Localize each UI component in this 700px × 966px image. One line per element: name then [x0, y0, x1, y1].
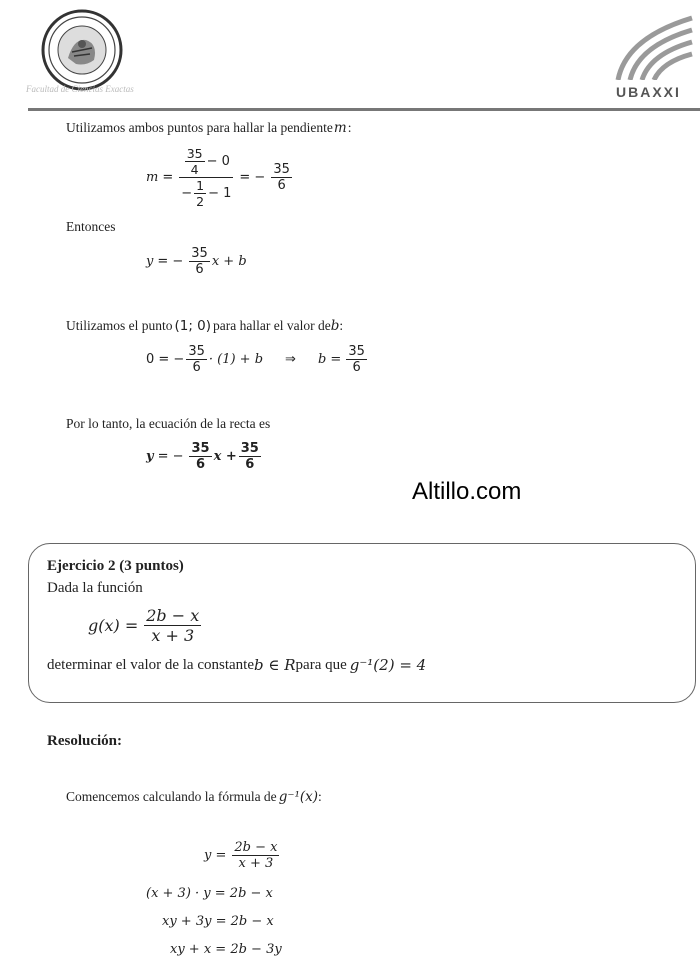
implies-arrow: ⇒: [285, 352, 296, 367]
ubaxxi-brand-text: UBAXXI: [616, 84, 681, 100]
exercise-line1: Dada la función: [47, 580, 143, 596]
resolution-intro: Comencemos calculando la fórmula de g⁻¹(x) :: [66, 789, 322, 805]
exercise-title: Ejercicio 2 (3 puntos): [47, 558, 184, 574]
point-intro: Utilizamos el punto (1; 0) para hallar el valor de b :: [66, 318, 344, 334]
seal-script-text: Facultad de Ciencias Exactas: [26, 84, 134, 94]
final-line-equation: y = − $\frac{35}{6}$ x + $\frac{35}{6}$: [146, 441, 259, 472]
inverse-step-4: xy + x = 2b − 3y: [170, 942, 282, 957]
inverse-step-2: (x + 3) · y = 2b − x: [146, 886, 273, 901]
exercise-task: determinar el valor de la constante b ∈ R para que g⁻¹(2) = 4: [47, 656, 427, 674]
inverse-step-3: xy + 3y = 2b − x: [162, 914, 274, 929]
line-equation-1: y = − $\frac{35}{6}$ x + b: [146, 246, 247, 277]
slope-intro: Utilizamos ambos puntos para hallar la pendiente m :: [66, 120, 352, 136]
slope-big-fraction: $\frac{35}{4}$ − 0 − $\frac{1}{2}$ − 1: [181, 146, 232, 209]
conclusion-text: Por lo tanto, la ecuación de la recta es: [66, 416, 271, 431]
slope-equation: m = $\frac{35}{4}$ − 0 − $\frac{1}{2}$ − 1 = − $\frac{35}{6}$: [146, 146, 290, 209]
entonces-text: Entonces: [66, 219, 116, 234]
function-definition: g(x) = $\frac{2b - x}{x + 3}$: [88, 606, 200, 645]
intercept-equation: 0 = − $\frac{35}{6}$ · (1) + b ⇒ b = $\frac{35}{6}$: [146, 344, 365, 375]
university-seal: [40, 8, 124, 92]
ubaxxi-logo-icon: [612, 14, 694, 80]
inverse-step-1: y = $\frac{2b - x}{x + 3}$: [204, 840, 278, 871]
resolution-heading: Resolución:: [47, 733, 122, 749]
altillo-watermark: Altillo.com: [412, 478, 522, 505]
header-divider: [28, 108, 700, 111]
